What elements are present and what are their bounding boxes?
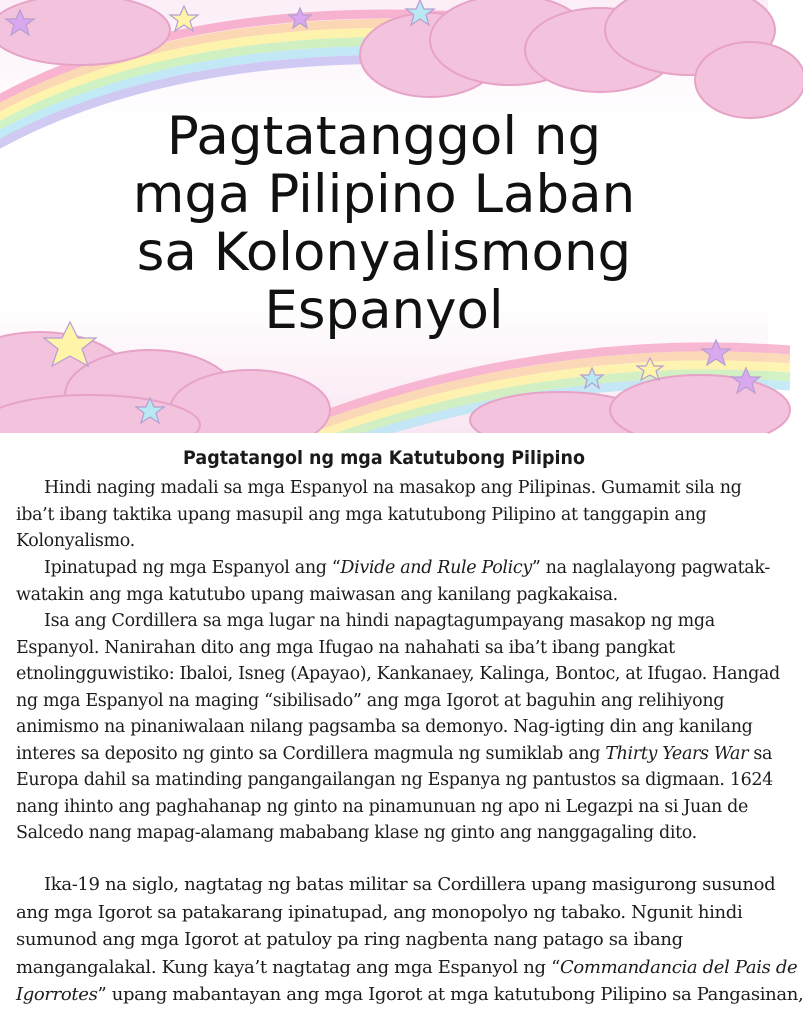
text-line: Ika-19 na siglo, nagtatag ng batas militar sa Cordillera upang masigurong susunod <box>44 874 776 895</box>
paragraph-3 <box>16 608 780 847</box>
text-run: ” na naglalayong pagwatak- <box>531 558 770 578</box>
text-line: Hindi naging madali sa mga Espanyol na masakop ang Pilipinas. Gumamit sila ng <box>44 478 742 498</box>
text-line <box>16 954 798 982</box>
text-line: Salcedo nang mapag-alamang mababang klase ng ginto ang nanggagaling dito. <box>16 823 697 843</box>
cloud-decoration <box>0 0 803 118</box>
title-line: mga Pilipino Laban <box>132 164 636 225</box>
text-line: nang ihinto ang paghahanap ng ginto na pinamunuan ng apo ni Legazpi na si Juan de <box>16 796 749 817</box>
title-line: Pagtatanggol ng <box>166 106 602 167</box>
text-line: Isa ang Cordillera sa mga lugar na hindi napagtagumpayang masakop ng mga <box>44 611 715 631</box>
text-line: iba’t ibang taktika upang masupil ang mga katutubong Pilipino at tanggapin ang <box>16 504 707 525</box>
text-run: Ipinatupad ng mga Espanyol ang “ <box>44 558 341 578</box>
cover-slide <box>0 0 768 433</box>
text-line: watakin ang mga katutubo upang maiwasan ang kanilang pagkakaisa. <box>16 584 618 605</box>
text-line: Espanyol. Nanirahan dito ang mga Ifugao na nahahati sa iba’t ibang pangkat <box>16 637 675 658</box>
text-line: ng mga Espanyol na maging “sibilisado” ang mga Igorot at baguhin ang relihiyong <box>16 690 725 711</box>
text-line <box>16 741 773 768</box>
paragraph-1 <box>16 475 760 555</box>
text-run: ” upang mabantayan ang mga Igorot at mga katutubong Pilipino sa Pangasinan, <box>97 984 803 1005</box>
text-line: Kolonyalismo. <box>16 531 135 551</box>
title-line: sa Kolonyalismong <box>136 222 632 283</box>
text-line: etnolingguwistiko: Ibaloi, Isneg (Apayao), Kankanaey, Kalinga, Bontoc, at Ifugao. Hangad <box>16 664 780 684</box>
text-run: mangangalakal. Kung kaya’t nagtatag ang mga Espanyol ng “ <box>16 956 560 978</box>
title-line: Espanyol <box>264 280 504 341</box>
text-line <box>16 555 770 582</box>
italic-term: Divide and Rule Policy <box>340 558 532 578</box>
text-line: sumunod ang mga Igorot at patuloy pa ring nagbenta nang patago sa ibang <box>16 929 683 950</box>
text-line: Europa dahil sa matinding pangangailangan ng Espanya ng pantustos sa digmaan. 1624 <box>16 770 773 790</box>
paragraph-2 <box>16 555 770 608</box>
italic-term: Commandancia del Pais de <box>559 956 798 978</box>
page-title <box>0 108 768 340</box>
document-page <box>0 433 803 1024</box>
section-heading: Pagtatangol ng mga Katutubong Pilipino <box>183 447 585 469</box>
text-run: interes sa deposito ng ginto sa Cordillera magmula ng sumiklab ang <box>16 743 606 764</box>
text-line <box>16 981 803 1009</box>
text-line: ang mga Igorot sa patakarang ipinatupad, ang monopolyo ng tabako. Ngunit hindi <box>16 901 743 923</box>
italic-term: Igorrotes <box>16 984 98 1005</box>
paragraph-4 <box>16 871 803 1009</box>
text-run: sa <box>748 743 773 764</box>
italic-term: Thirty Years War <box>605 743 749 764</box>
text-line: animismo na pinaniwalaan nilang pagsamba sa demonyo. Nag-igting din ang kanilang <box>16 717 753 737</box>
